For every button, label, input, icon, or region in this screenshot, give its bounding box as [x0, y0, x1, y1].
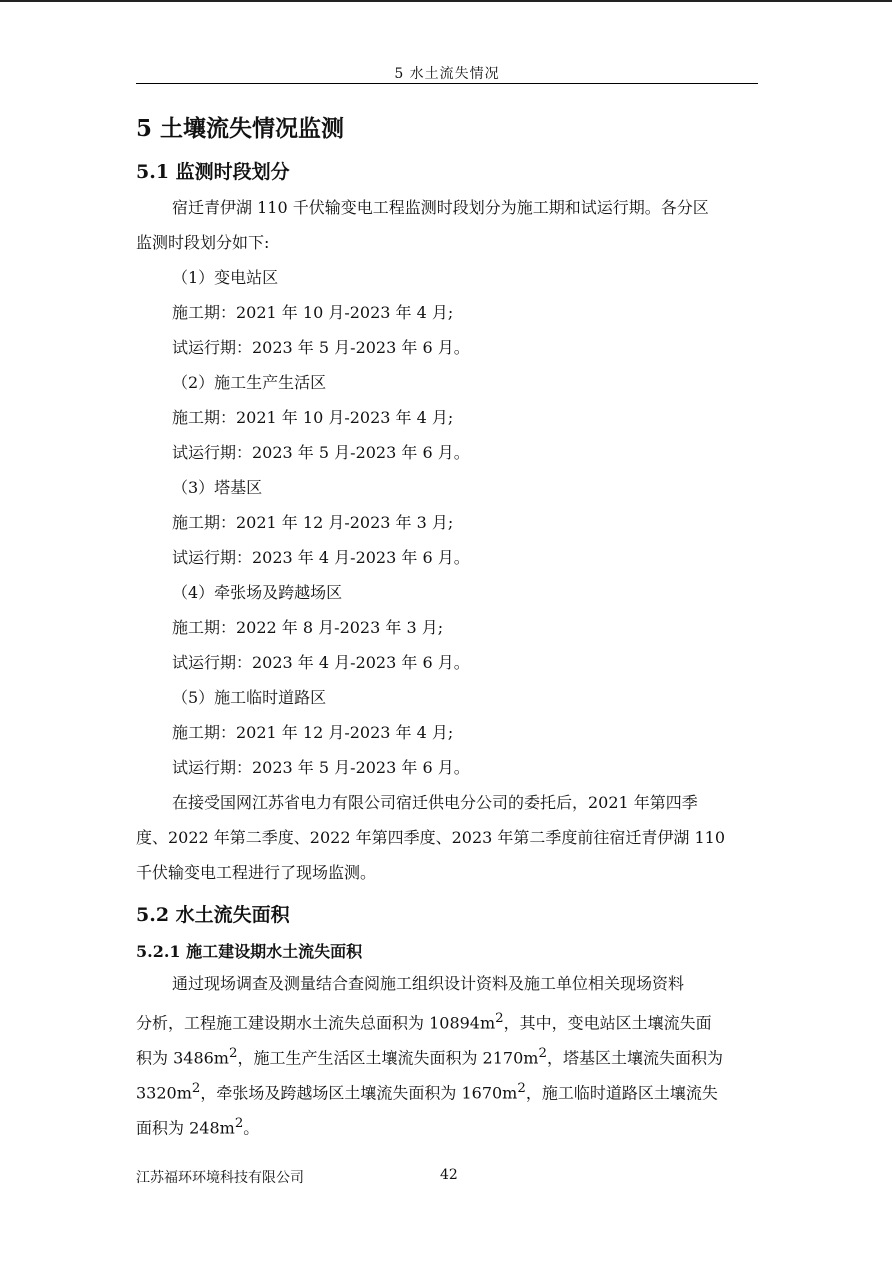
- unit-superscript: 2: [538, 1046, 547, 1061]
- closing-line-2: 度、2022 年第二季度、2022 年第四季度、2023 年第二季度前往宿迁青伊湖 110: [136, 828, 726, 847]
- area-heading-4: （4）牵张场及跨越场区: [172, 583, 343, 602]
- unit-superscript: 2: [517, 1081, 526, 1096]
- road-area-text: ，施工临时道路区土壤流失: [525, 1083, 718, 1103]
- footer-company: 江苏福环环境科技有限公司: [136, 1170, 304, 1186]
- area-paragraph-line-1: 通过现场调查及测量结合查阅施工组织设计资料及施工单位相关现场资料: [172, 974, 685, 993]
- tower-area-text: ，塔基区土壤流失面积为: [546, 1048, 723, 1068]
- unit-superscript: 2: [234, 1116, 244, 1131]
- unit-superscript: 2: [495, 1011, 504, 1026]
- page-top-border: [0, 0, 892, 2]
- area-heading-5: （5）施工临时道路区: [172, 688, 327, 707]
- substation-area-text: 积为 3486m: [136, 1048, 229, 1068]
- area-paragraph-line-4: [136, 1079, 758, 1103]
- area-trial-period-3: 试运行期：2023 年 4 月-2023 年 6 月。: [172, 548, 470, 567]
- running-header: 5 水土流失情况: [394, 66, 500, 82]
- closing-line-3: 千伏输变电工程进行了现场监测。: [136, 863, 377, 882]
- area-heading-2: （2）施工生产生活区: [172, 373, 327, 392]
- intro-line-1: 宿迁青伊湖 110 千伏输变电工程监测时段划分为施工期和试运行期。各分区: [172, 198, 709, 217]
- section-title-5-1: 5.1 监测时段划分: [136, 161, 290, 183]
- area-trial-period-1: 试运行期：2023 年 5 月-2023 年 6 月。: [172, 338, 470, 357]
- area-paragraph-line-3: [136, 1044, 758, 1068]
- area-text: ，其中，变电站区土壤流失面: [503, 1013, 712, 1033]
- area-trial-period-2: 试运行期：2023 年 5 月-2023 年 6 月。: [172, 443, 470, 462]
- living-area-text: ，施工生产生活区土壤流失面积为 2170m: [237, 1048, 539, 1068]
- tension-area-text: ，牵张场及跨越场区土壤流失面积为 1670m: [200, 1083, 518, 1103]
- area-construction-period-4: 施工期：2022 年 8 月-2023 年 3 月;: [172, 618, 444, 637]
- area-paragraph-line-2: [136, 1009, 758, 1033]
- area-construction-period-2: 施工期：2021 年 10 月-2023 年 4 月;: [172, 408, 454, 427]
- unit-superscript: 2: [228, 1046, 238, 1061]
- closing-line-1: 在接受国网江苏省电力有限公司宿迁供电分公司的委托后，2021 年第四季: [172, 793, 698, 812]
- area-construction-period-1: 施工期：2021 年 10 月-2023 年 4 月;: [172, 303, 454, 322]
- section-title-5-2: 5.2 水土流失面积: [136, 904, 290, 926]
- tower-area-value: 3320m: [136, 1083, 192, 1103]
- page-number: 42: [440, 1167, 458, 1183]
- area-trial-period-4: 试运行期：2023 年 4 月-2023 年 6 月。: [172, 653, 470, 672]
- area-construction-period-3: 施工期：2021 年 12 月-2023 年 3 月;: [172, 513, 454, 532]
- area-heading-3: （3）塔基区: [172, 478, 263, 497]
- area-construction-period-5: 施工期：2021 年 12 月-2023 年 4 月;: [172, 723, 454, 742]
- unit-superscript: 2: [191, 1081, 201, 1096]
- area-heading-1: （1）变电站区: [172, 268, 279, 287]
- chapter-title: 5 土壤流失情况监测: [136, 115, 345, 142]
- area-trial-period-5: 试运行期：2023 年 5 月-2023 年 6 月。: [172, 758, 470, 777]
- subsection-title-5-2-1: 5.2.1 施工建设期水土流失面积: [136, 942, 363, 961]
- intro-line-2: 监测时段划分如下:: [136, 233, 270, 252]
- area-paragraph-line-5: [136, 1114, 758, 1138]
- header-rule: [136, 83, 758, 84]
- total-area-text: 分析，工程施工建设期水土流失总面积为 10894m: [136, 1013, 496, 1033]
- road-area-value: 面积为 248m: [136, 1118, 235, 1138]
- sentence-end: 。: [243, 1118, 260, 1138]
